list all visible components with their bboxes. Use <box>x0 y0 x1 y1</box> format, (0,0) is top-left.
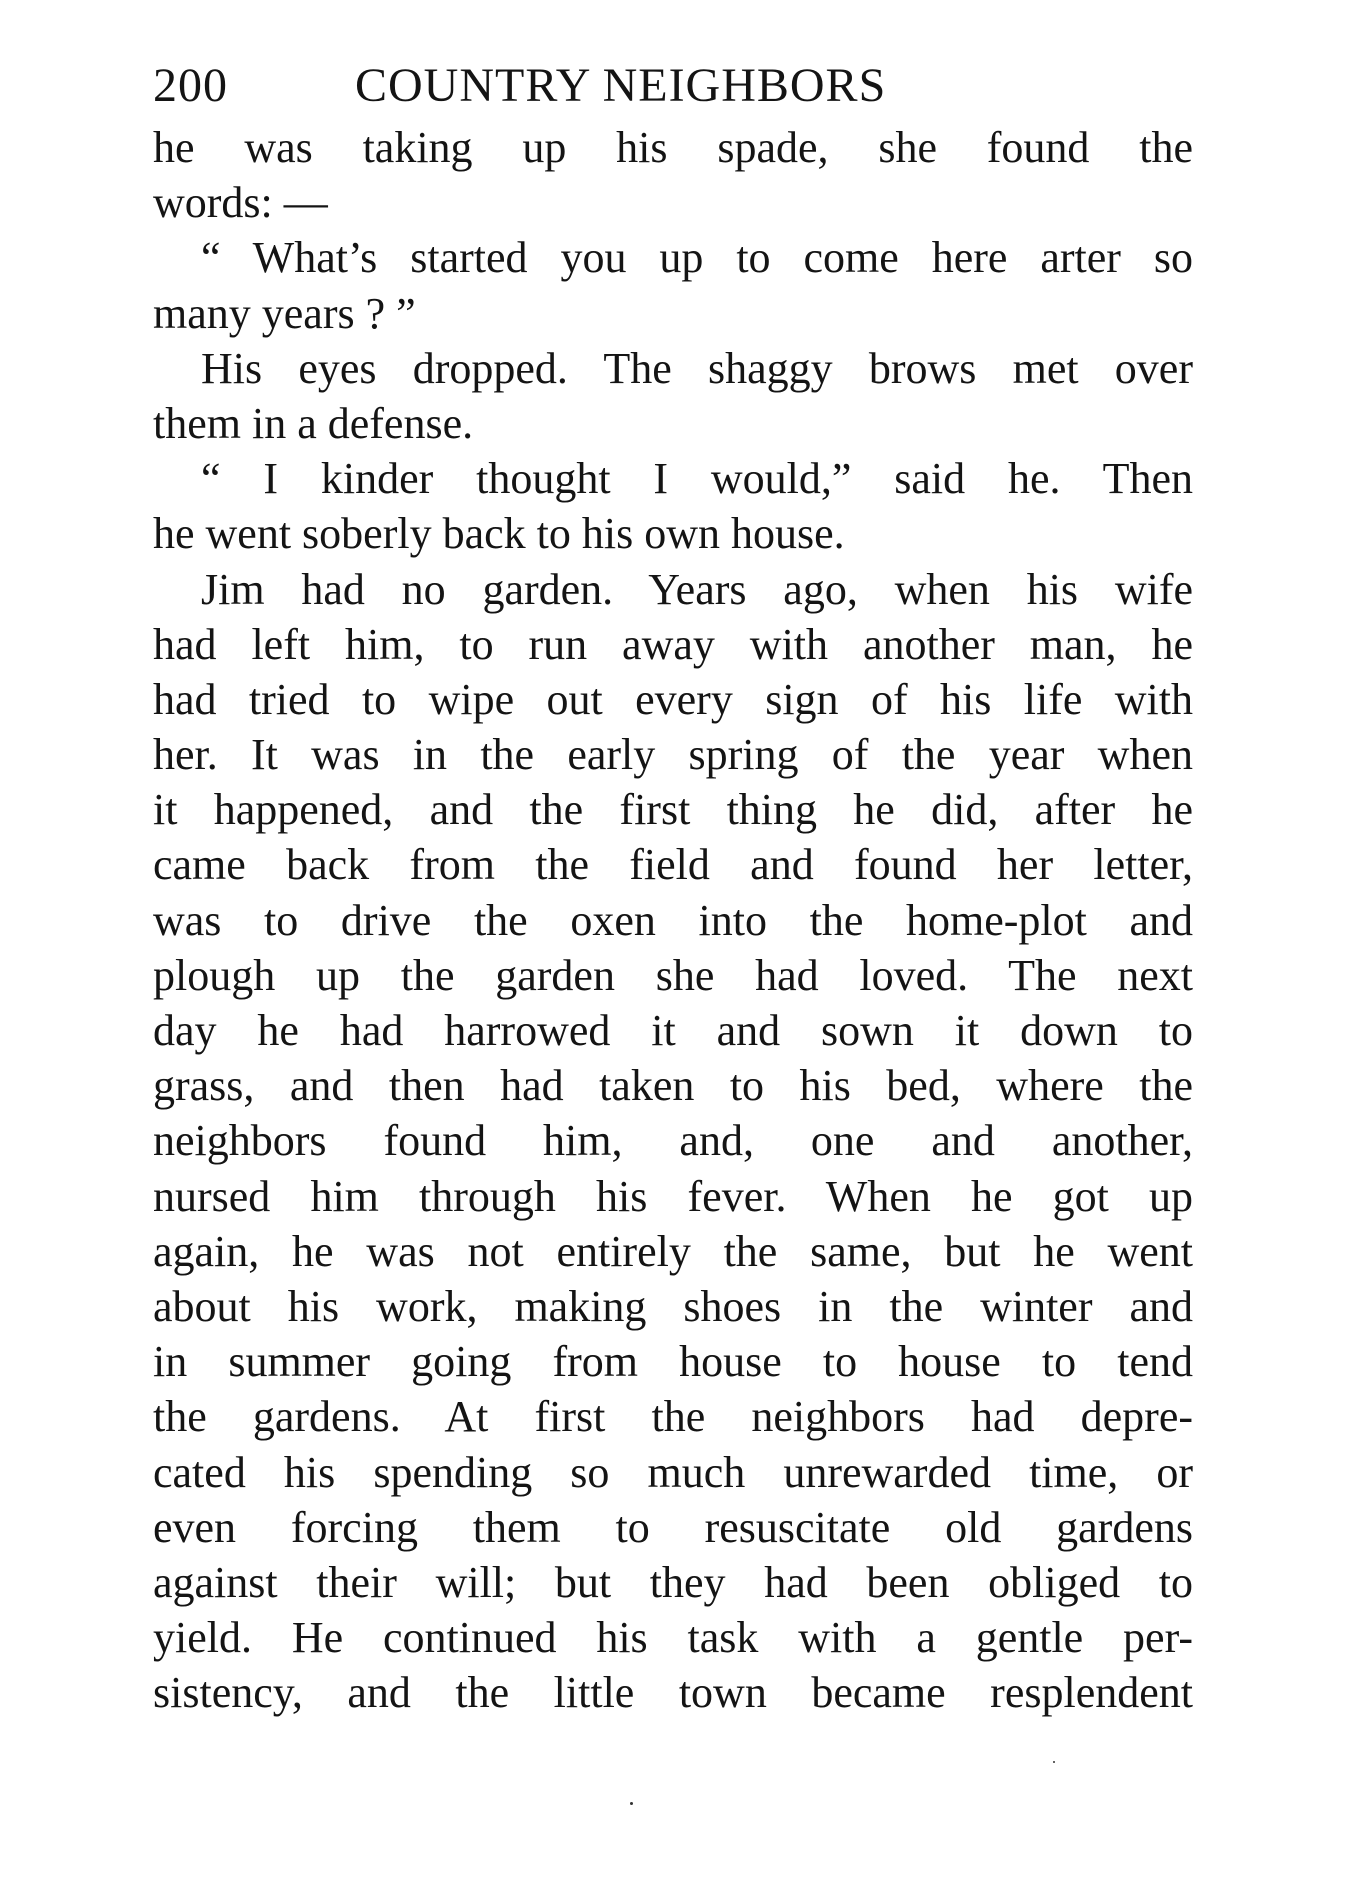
text-line: in summer going from house to house to tend <box>153 1337 1193 1387</box>
text-line: “ I kinder thought I would,” said he. Then <box>201 454 1193 504</box>
text-line: many years ? ” <box>153 288 416 338</box>
text-line: “ What’s started you up to come here arter so <box>201 233 1193 283</box>
text-line: sistency, and the little town became resplendent <box>153 1668 1193 1718</box>
text-line: came back from the field and found her letter, <box>153 840 1193 890</box>
text-line: day he had harrowed it and sown it down to <box>153 1006 1193 1055</box>
text-line: again, he was not entirely the same, but he went <box>153 1226 1193 1276</box>
text-line: even forcing them to resuscitate old gardens <box>153 1502 1193 1552</box>
text-line: yield. He continued his task with a gentle per- <box>153 1613 1193 1663</box>
text-line: Jim had no garden. Years ago, when his wife <box>201 564 1193 614</box>
text-line: against their will; but they had been obliged to <box>153 1557 1193 1607</box>
text-line: her. It was in the early spring of the year when <box>153 730 1193 780</box>
text-line: His eyes dropped. The shaggy brows met over <box>201 343 1193 393</box>
text-line: neighbors found him, and, one and another, <box>153 1116 1193 1166</box>
text-line: he was taking up his spade, she found the <box>153 123 1193 172</box>
text-line: nursed him through his fever. When he got up <box>153 1171 1193 1221</box>
text-line: it happened, and the first thing he did, after he <box>153 785 1193 835</box>
running-head <box>153 58 1193 120</box>
text-line: he went soberly back to his own house. <box>153 509 845 559</box>
text-line: them in a defense. <box>153 398 474 448</box>
ink-speck <box>1053 1761 1055 1763</box>
running-title: COUNTRY NEIGHBORS <box>355 59 887 112</box>
text-line: cated his spending so much unrewarded time, or <box>153 1447 1193 1497</box>
text-line: about his work, making shoes in the winter and <box>153 1281 1193 1331</box>
text-line: the gardens. At first the neighbors had depre- <box>153 1392 1193 1442</box>
text-line: had left him, to run away with another man, he <box>153 619 1193 669</box>
text-line: words: — <box>153 178 328 228</box>
body-text <box>153 120 1193 1720</box>
book-page <box>153 58 1193 1720</box>
page-number: 200 <box>153 59 228 112</box>
text-line: plough up the garden she had loved. The next <box>153 950 1193 1000</box>
ink-speck <box>630 1802 633 1805</box>
text-line: grass, and then had taken to his bed, where the <box>153 1061 1193 1111</box>
text-line: had tried to wipe out every sign of his life with <box>153 674 1193 724</box>
text-line: was to drive the oxen into the home-plot and <box>153 895 1193 945</box>
